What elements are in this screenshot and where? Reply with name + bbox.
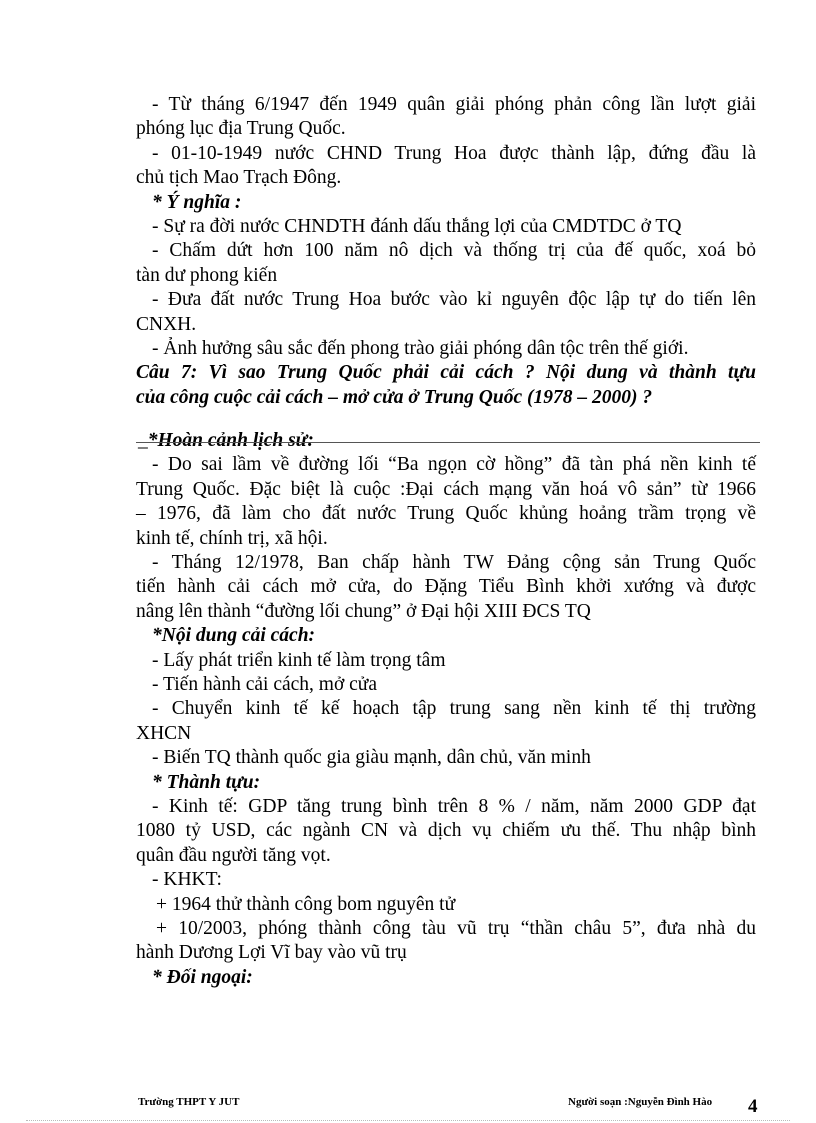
text-line: hành Dương Lợi Vĩ bay vào vũ trụ [136,942,407,964]
text-line: - KHKT: [152,869,222,891]
section-heading-noi-dung: *Nội dung cải cách: [152,625,316,647]
text-line: - Do sai lầm về đường lối “Ba ngọn cờ hồng” đã tàn phá nền kinh tế [152,454,756,476]
text-line: - Sự ra đời nước CHNDTH đánh dấu thắng lợi của CMDTDC ở TQ [152,215,682,237]
section-heading-y-nghia: * Ý nghĩa : [152,191,242,213]
text-line: - Lấy phát triển kinh tế làm trọng tâm [152,649,446,671]
footer-dotted-divider [26,1120,790,1121]
text-line: Trung Quốc. Đặc biệt là cuộc :Đại cách mạng văn hoá vô sản” từ 1966 [136,478,756,500]
text-line: kinh tế, chính trị, xã hội. [136,527,328,549]
text-line: – 1976, đã làm cho đất nước Trung Quốc khủng hoảng trầm trọng về [136,503,756,525]
question-heading: Câu 7: Vì sao Trung Quốc phải cải cách ? Nội dung và thành tựu [136,362,756,384]
text-line: tiến hành cải cách mở cửa, do Đặng Tiểu Bình khởi xướng và được [136,576,756,598]
text-line: - Đưa đất nước Trung Hoa bước vào kỉ nguyên độc lập tự do tiến lên [152,289,756,311]
page-number: 4 [748,1096,758,1117]
section-heading-thanh-tuu: * Thành tựu: [152,771,261,793]
text-line: - Biến TQ thành quốc gia giàu mạnh, dân chủ, văn minh [152,747,591,769]
question-underline-rule [136,442,760,443]
text-line: - Tháng 12/1978, Ban chấp hành TW Đảng cộng sản Trung Quốc [152,552,756,574]
text-line: nâng lên thành “đường lối chung” ở Đại hội XIII ĐCS TQ [136,600,591,622]
text-line: + 10/2003, phóng thành công tàu vũ trụ “thần châu 5”, đưa nhà du [156,917,756,939]
text-line: - Tiến hành cải cách, mở cửa [152,673,378,695]
text-line: quân đầu người tăng vọt. [136,844,331,866]
text-line: + 1964 thử thành công bom nguyên tử [156,893,456,915]
section-heading-hoan-canh: _*Hoàn cảnh lịch sử: [138,430,314,452]
text-line: CNXH. [136,313,197,335]
footer-school: Trường THPT Y JUT [138,1096,240,1108]
text-line: XHCN [136,722,192,744]
text-line: - Chuyển kinh tế kế hoạch tập trung sang nền kinh tế thị trường [152,698,756,720]
text-line: chủ tịch Mao Trạch Đông. [136,167,342,189]
text-line: - Kinh tế: GDP tăng trung bình trên 8 % / năm, năm 2000 GDP đạt [152,795,756,817]
text-line: 1080 tỷ USD, các ngành CN và dịch vụ chiếm ưu thế. Thu nhập bình [136,820,756,842]
document-body [136,93,756,990]
section-heading-doi-ngoai: * Đối ngoại: [152,966,253,988]
text-line: tàn dư phong kiến [136,264,278,286]
text-line: - Từ tháng 6/1947 đến 1949 quân giải phóng phản công lần lượt giải [152,94,756,115]
question-heading: của công cuộc cải cách – mở cửa ở Trung Quốc (1978 – 2000) ? [136,386,653,408]
text-line: phóng lục địa Trung Quốc. [136,118,346,140]
text-line: - 01-10-1949 nước CHND Trung Hoa được thành lập, đứng đầu là [152,142,756,164]
text-line: - Ảnh hưởng sâu sắc đến phong trào giải phóng dân tộc trên thế giới. [152,337,689,359]
footer-author: Người soạn :Nguyễn Đình Hào [568,1096,713,1108]
text-line: - Chấm dứt hơn 100 năm nô dịch và thống trị của đế quốc, xoá bỏ [152,240,756,262]
